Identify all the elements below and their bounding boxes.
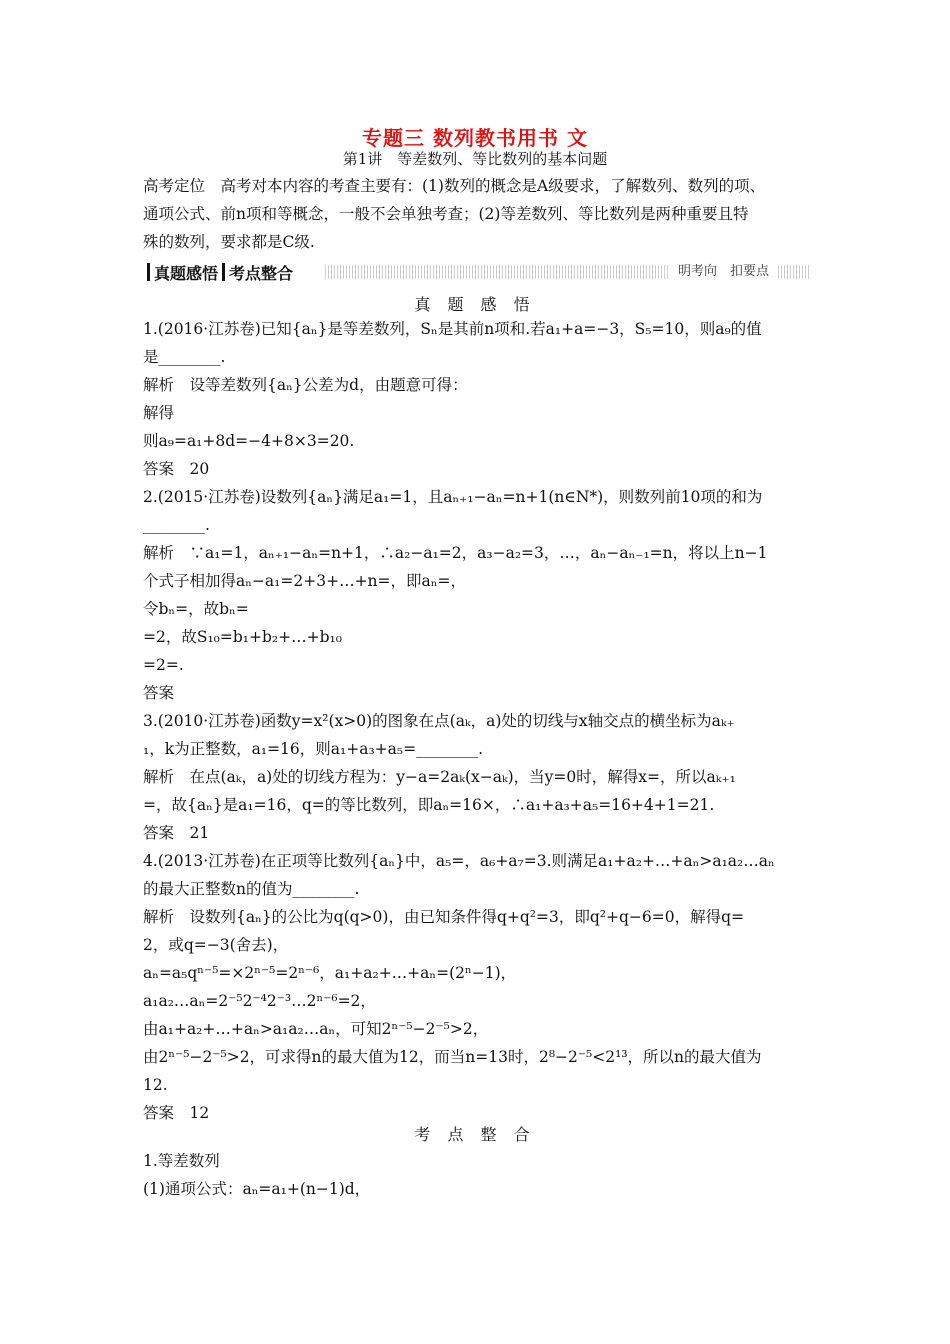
banner-label-1: 真题感悟 [154, 263, 219, 283]
text-line: 答案 21 [143, 824, 210, 842]
text-line: 的最大正整数n的值为________. [143, 880, 360, 898]
text-line: 1.(2016·江苏卷)已知{aₙ}是等差数列，Sₙ是其前n项和.若a₁+a=−3，S₅=10，则a₉的值 [143, 320, 762, 338]
banner-tagline: 明考向 扣要点 [670, 261, 777, 283]
text-line: 由2ⁿ⁻⁵−2⁻⁵>2，可求得n的最大值为12，而当n=13时，2⁸−2⁻⁵<2¹³，所以n的最大值为 [143, 1048, 762, 1066]
text-line: 2，或q=−3(舍去)， [143, 936, 289, 954]
text-line: 答案 12 [143, 1104, 210, 1122]
text-line: 是________. [143, 348, 226, 366]
summary-body [143, 1147, 811, 1203]
text-line: 答案 20 [143, 460, 210, 478]
text-line: 由a₁+a₂+…+aₙ>a₁a₂…aₙ，可知2ⁿ⁻⁵−2⁻⁵>2， [143, 1020, 489, 1038]
text-line: 4.(2013·江苏卷)在正项等比数列{aₙ}中，a₅=，a₆+a₇=3.则满足a₁+a₂+…+aₙ>a₁a₂…aₙ [143, 852, 775, 870]
intro-line: 通项公式、前n项和等概念，一般不会单独考查；(2)等差数列、等比数列是两种重要且特 [143, 205, 749, 223]
text-line: 3.(2010·江苏卷)函数y=x²(x>0)的图象在点(aₖ，a)处的切线与x轴交点的横坐标为aₖ₊ [143, 712, 735, 730]
text-line: 则a₉=a₁+8d=−4+8×3=20. [143, 432, 355, 450]
section-heading: 考 点 整 合 [414, 1125, 536, 1144]
text-line: 1.等差数列 [143, 1152, 220, 1170]
banner-bar [147, 263, 150, 281]
page-title: 专题三 数列教书用书 文 [362, 126, 588, 150]
lecture-subtitle: 第1讲 等差数列、等比数列的基本问题 [342, 150, 608, 168]
text-line: 答案 [143, 684, 175, 702]
banner-label-2: 考点整合 [229, 263, 294, 283]
text-line: 解析 ∵a₁=1，aₙ₊₁−aₙ=n+1，∴a₂−a₁=2，a₃−a₂=3，…，aₙ−aₙ₋₁=n，将以上n−1 [143, 544, 768, 562]
text-line: a₁a₂…aₙ=2⁻⁵2⁻⁴2⁻³…2ⁿ⁻⁶=2， [143, 992, 376, 1010]
text-line: 2.(2015·江苏卷)设数列{aₙ}满足a₁=1，且aₙ₊₁−aₙ=n+1(n∈N*)，则数列前10项的和为 [143, 488, 763, 506]
text-line: =2=. [143, 656, 184, 674]
text-line: =2，故S₁₀=b₁+b₂+…+b₁₀ [143, 628, 342, 646]
text-line: 解析 设等差数列{aₙ}公差为d，由题意可得： [143, 376, 468, 394]
banner-label [143, 261, 293, 283]
text-line: ________. [143, 516, 210, 534]
intro-paragraph [143, 172, 811, 256]
text-line: (1)通项公式：aₙ=a₁+(n−1)d， [143, 1180, 371, 1198]
text-line: 个式子相加得aₙ−a₁=2+3+…+n=，即aₙ=， [143, 572, 466, 590]
text-line: 解得 [143, 404, 175, 422]
text-line: aₙ=a₅qⁿ⁻⁵=×2ⁿ⁻⁵=2ⁿ⁻⁶，a₁+a₂+…+aₙ=(2ⁿ−1)， [143, 964, 517, 982]
text-line: ₁，k为正整数，a₁=16，则a₁+a₃+a₅=________. [143, 740, 484, 758]
section-banner [143, 261, 811, 283]
banner-bar [222, 263, 225, 281]
text-line: =，故{aₙ}是a₁=16，q=的等比数列，即aₙ=16×，∴a₁+a₃+a₅=16+4+1=21. [143, 796, 715, 814]
problems-body [143, 315, 811, 1127]
intro-line: 殊的数列，要求都是C级. [143, 233, 315, 251]
intro-line: 高考定位 高考对本内容的考查主要有：(1)数列的概念是A级要求，了解数列、数列的项、 [143, 177, 766, 195]
section-heading: 真 题 感 悟 [414, 295, 536, 314]
text-line: 解析 在点(aₖ，a)处的切线方程为：y−a=2aₖ(x−aₖ)，当y=0时，解得x=，所以aₖ₊₁ [143, 768, 736, 786]
text-line: 解析 设数列{aₙ}的公比为q(q>0)，由已知条件得q+q²=3，即q²+q−6=0，解得q= [143, 908, 745, 926]
text-line: 12. [143, 1076, 168, 1094]
text-line: 令bₙ=，故bₙ= [143, 600, 249, 618]
